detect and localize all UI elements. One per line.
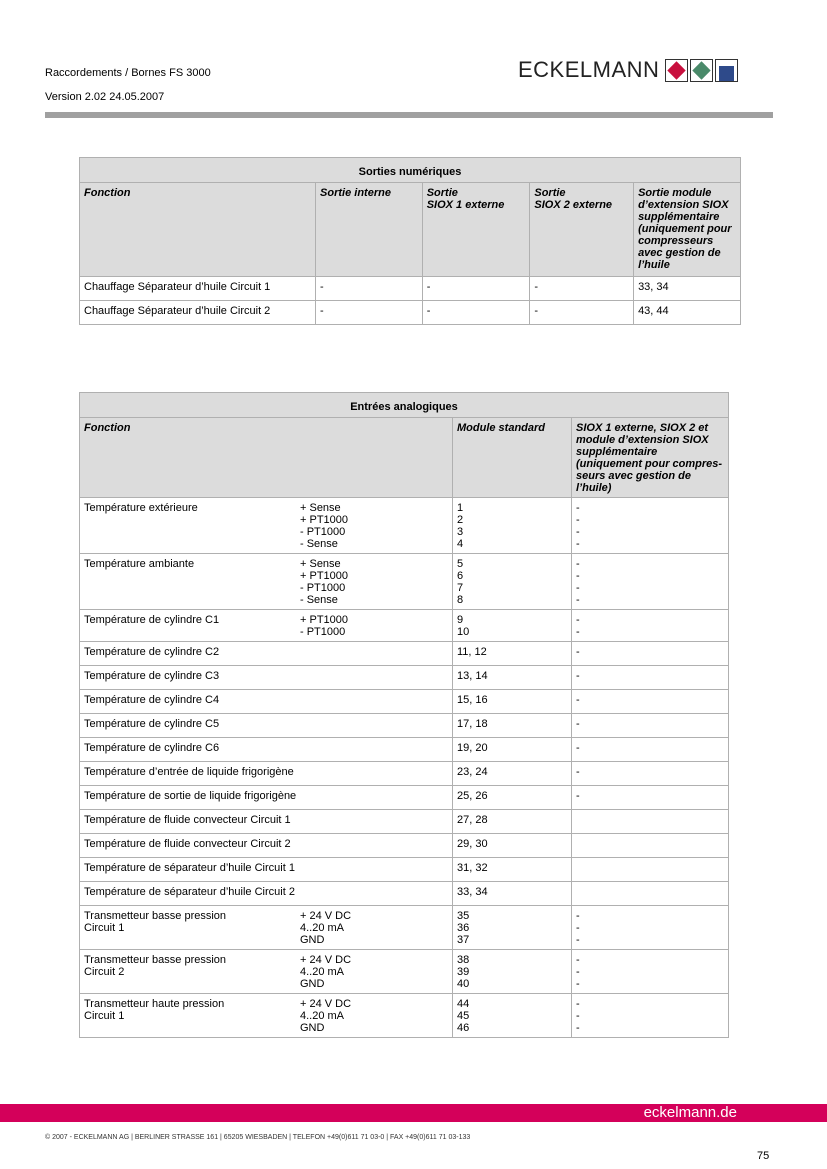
signal-label: + Sense + PT1000 - PT1000 - Sense bbox=[300, 558, 349, 606]
table-row bbox=[80, 714, 729, 738]
cell-module-standard: 1 2 3 4 bbox=[453, 498, 572, 554]
cell-module-standard: 15, 16 bbox=[453, 690, 572, 714]
table-row bbox=[80, 906, 729, 950]
column-header: Fonction bbox=[80, 183, 316, 277]
cell-siox bbox=[572, 882, 729, 906]
cell-siox: - bbox=[572, 714, 729, 738]
cell-siox: - - - bbox=[572, 994, 729, 1038]
signal-label: + PT1000 - PT1000 bbox=[300, 614, 349, 638]
column-header: Module standard bbox=[453, 418, 572, 498]
cell-siox: - bbox=[572, 642, 729, 666]
table-row bbox=[80, 994, 729, 1038]
cell-function bbox=[80, 690, 453, 714]
function-label: Température de fluide convecteur Circuit 1 bbox=[84, 814, 291, 826]
function-label: Température de séparateur d’huile Circuit 1 bbox=[84, 862, 295, 874]
cell-function bbox=[80, 666, 453, 690]
logo-squares-icon bbox=[665, 59, 738, 82]
cell-siox: - - bbox=[572, 610, 729, 642]
table-row bbox=[80, 642, 729, 666]
signal-label: + 24 V DC 4..20 mA GND bbox=[300, 954, 352, 990]
cell-function bbox=[80, 498, 453, 554]
table-title: Sorties numériques bbox=[80, 158, 741, 183]
cell-module-standard: 25, 26 bbox=[453, 786, 572, 810]
function-label: Température de cylindre C5 bbox=[84, 718, 220, 730]
cell-value: - bbox=[316, 277, 423, 301]
table-row bbox=[80, 498, 729, 554]
header-divider bbox=[45, 112, 773, 118]
function-label: Température de cylindre C2 bbox=[84, 646, 220, 658]
function-label: Température de cylindre C6 bbox=[84, 742, 220, 754]
table-row bbox=[80, 554, 729, 610]
document-version: Version 2.02 24.05.2007 bbox=[45, 91, 165, 103]
function-label: Température de cylindre C3 bbox=[84, 670, 220, 682]
cell-module-standard: 35 36 37 bbox=[453, 906, 572, 950]
column-header: SIOX 1 externe, SIOX 2 et module d’extension SIOX supplémentaire (uniquement pour compres-seurs avec gestion de l’huile) bbox=[572, 418, 729, 498]
cell-module-standard: 44 45 46 bbox=[453, 994, 572, 1038]
column-header: Fonction bbox=[80, 418, 453, 498]
cell-function bbox=[80, 762, 453, 786]
cell-function bbox=[80, 906, 453, 950]
cell-module-standard: 9 10 bbox=[453, 610, 572, 642]
cell-siox bbox=[572, 810, 729, 834]
function-label: Température de fluide convecteur Circuit 2 bbox=[84, 838, 291, 850]
cell-function bbox=[80, 786, 453, 810]
cell-function bbox=[80, 554, 453, 610]
eckelmann-logo bbox=[518, 56, 738, 84]
table-row bbox=[80, 858, 729, 882]
cell-siox: - bbox=[572, 666, 729, 690]
table-row bbox=[80, 610, 729, 642]
cell-function bbox=[80, 714, 453, 738]
cell-value: - bbox=[316, 301, 423, 325]
cell-module-standard: 5 6 7 8 bbox=[453, 554, 572, 610]
table-row bbox=[80, 834, 729, 858]
cell-function bbox=[80, 610, 453, 642]
function-label: Température de sortie de liquide frigorigène bbox=[84, 790, 297, 802]
cell-value: 43, 44 bbox=[634, 301, 741, 325]
function-label: Température de cylindre C4 bbox=[84, 694, 220, 706]
table-row bbox=[80, 690, 729, 714]
table-row bbox=[80, 762, 729, 786]
cell-siox: - bbox=[572, 786, 729, 810]
cell-value: - bbox=[530, 277, 634, 301]
footer-website-link[interactable]: eckelmann.de bbox=[643, 1104, 737, 1121]
table-row bbox=[80, 810, 729, 834]
cell-module-standard: 38 39 40 bbox=[453, 950, 572, 994]
table-title: Entrées analogiques bbox=[80, 393, 729, 418]
column-header: Sortie interne bbox=[316, 183, 423, 277]
cell-function bbox=[80, 810, 453, 834]
table-row bbox=[80, 666, 729, 690]
function-label: Température extérieure bbox=[84, 502, 198, 514]
function-label: Température de séparateur d’huile Circuit 2 bbox=[84, 886, 295, 898]
cell-siox: - - - bbox=[572, 906, 729, 950]
cell-value: 33, 34 bbox=[634, 277, 741, 301]
table-row bbox=[80, 277, 741, 301]
table-row bbox=[80, 301, 741, 325]
cell-value: - bbox=[530, 301, 634, 325]
cell-function bbox=[80, 950, 453, 994]
cell-siox: - bbox=[572, 738, 729, 762]
analog-inputs-table bbox=[79, 392, 729, 1038]
signal-label: + 24 V DC 4..20 mA GND bbox=[300, 910, 352, 946]
cell-module-standard: 31, 32 bbox=[453, 858, 572, 882]
cell-siox: - - - - bbox=[572, 554, 729, 610]
cell-function bbox=[80, 834, 453, 858]
cell-module-standard: 11, 12 bbox=[453, 642, 572, 666]
table-row bbox=[80, 738, 729, 762]
cell-function bbox=[80, 994, 453, 1038]
cell-function bbox=[80, 882, 453, 906]
document-title: Raccordements / Bornes FS 3000 bbox=[45, 67, 211, 79]
cell-module-standard: 29, 30 bbox=[453, 834, 572, 858]
cell-value: - bbox=[422, 277, 530, 301]
function-label: Température ambiante bbox=[84, 558, 195, 570]
page-number: 75 bbox=[757, 1150, 770, 1162]
cell-siox bbox=[572, 834, 729, 858]
column-header: Sortie SIOX 2 externe bbox=[530, 183, 634, 277]
table-row bbox=[80, 786, 729, 810]
digital-outputs-table bbox=[79, 157, 741, 325]
column-header: Sortie module d’extension SIOX supplémentaire (uniquement pour compresseurs avec gestion de l’huile bbox=[634, 183, 741, 277]
table-row bbox=[80, 950, 729, 994]
signal-label: + 24 V DC 4..20 mA GND bbox=[300, 998, 352, 1034]
cell-module-standard: 19, 20 bbox=[453, 738, 572, 762]
column-header: Sortie SIOX 1 externe bbox=[422, 183, 530, 277]
cell-siox: - - - bbox=[572, 950, 729, 994]
signal-label: + Sense + PT1000 - PT1000 - Sense bbox=[300, 502, 349, 550]
cell-function: Chauffage Séparateur d’huile Circuit 1 bbox=[80, 277, 316, 301]
function-label: Transmetteur basse pression Circuit 1 bbox=[84, 910, 227, 934]
cell-module-standard: 27, 28 bbox=[453, 810, 572, 834]
cell-module-standard: 33, 34 bbox=[453, 882, 572, 906]
cell-module-standard: 17, 18 bbox=[453, 714, 572, 738]
logo-text: ECKELMANN bbox=[518, 57, 660, 82]
function-label: Température de cylindre C1 bbox=[84, 614, 220, 626]
cell-function bbox=[80, 642, 453, 666]
cell-function bbox=[80, 858, 453, 882]
function-label: Transmetteur haute pression Circuit 1 bbox=[84, 998, 225, 1022]
cell-module-standard: 13, 14 bbox=[453, 666, 572, 690]
cell-siox: - - - - bbox=[572, 498, 729, 554]
footer-copyright: © 2007 - ECKELMANN AG | BERLINER STRASSE 161 | 65205 WIESBADEN | TELEFON +49(0)611 71 03-0 | FAX +49(0)611 71 03-133 bbox=[45, 1134, 471, 1141]
cell-module-standard: 23, 24 bbox=[453, 762, 572, 786]
cell-siox: - bbox=[572, 690, 729, 714]
cell-function bbox=[80, 738, 453, 762]
cell-siox bbox=[572, 858, 729, 882]
cell-siox: - bbox=[572, 762, 729, 786]
table-row bbox=[80, 882, 729, 906]
cell-function: Chauffage Séparateur d’huile Circuit 2 bbox=[80, 301, 316, 325]
function-label: Transmetteur basse pression Circuit 2 bbox=[84, 954, 227, 978]
cell-value: - bbox=[422, 301, 530, 325]
function-label: Température d’entrée de liquide frigorigène bbox=[84, 766, 294, 778]
